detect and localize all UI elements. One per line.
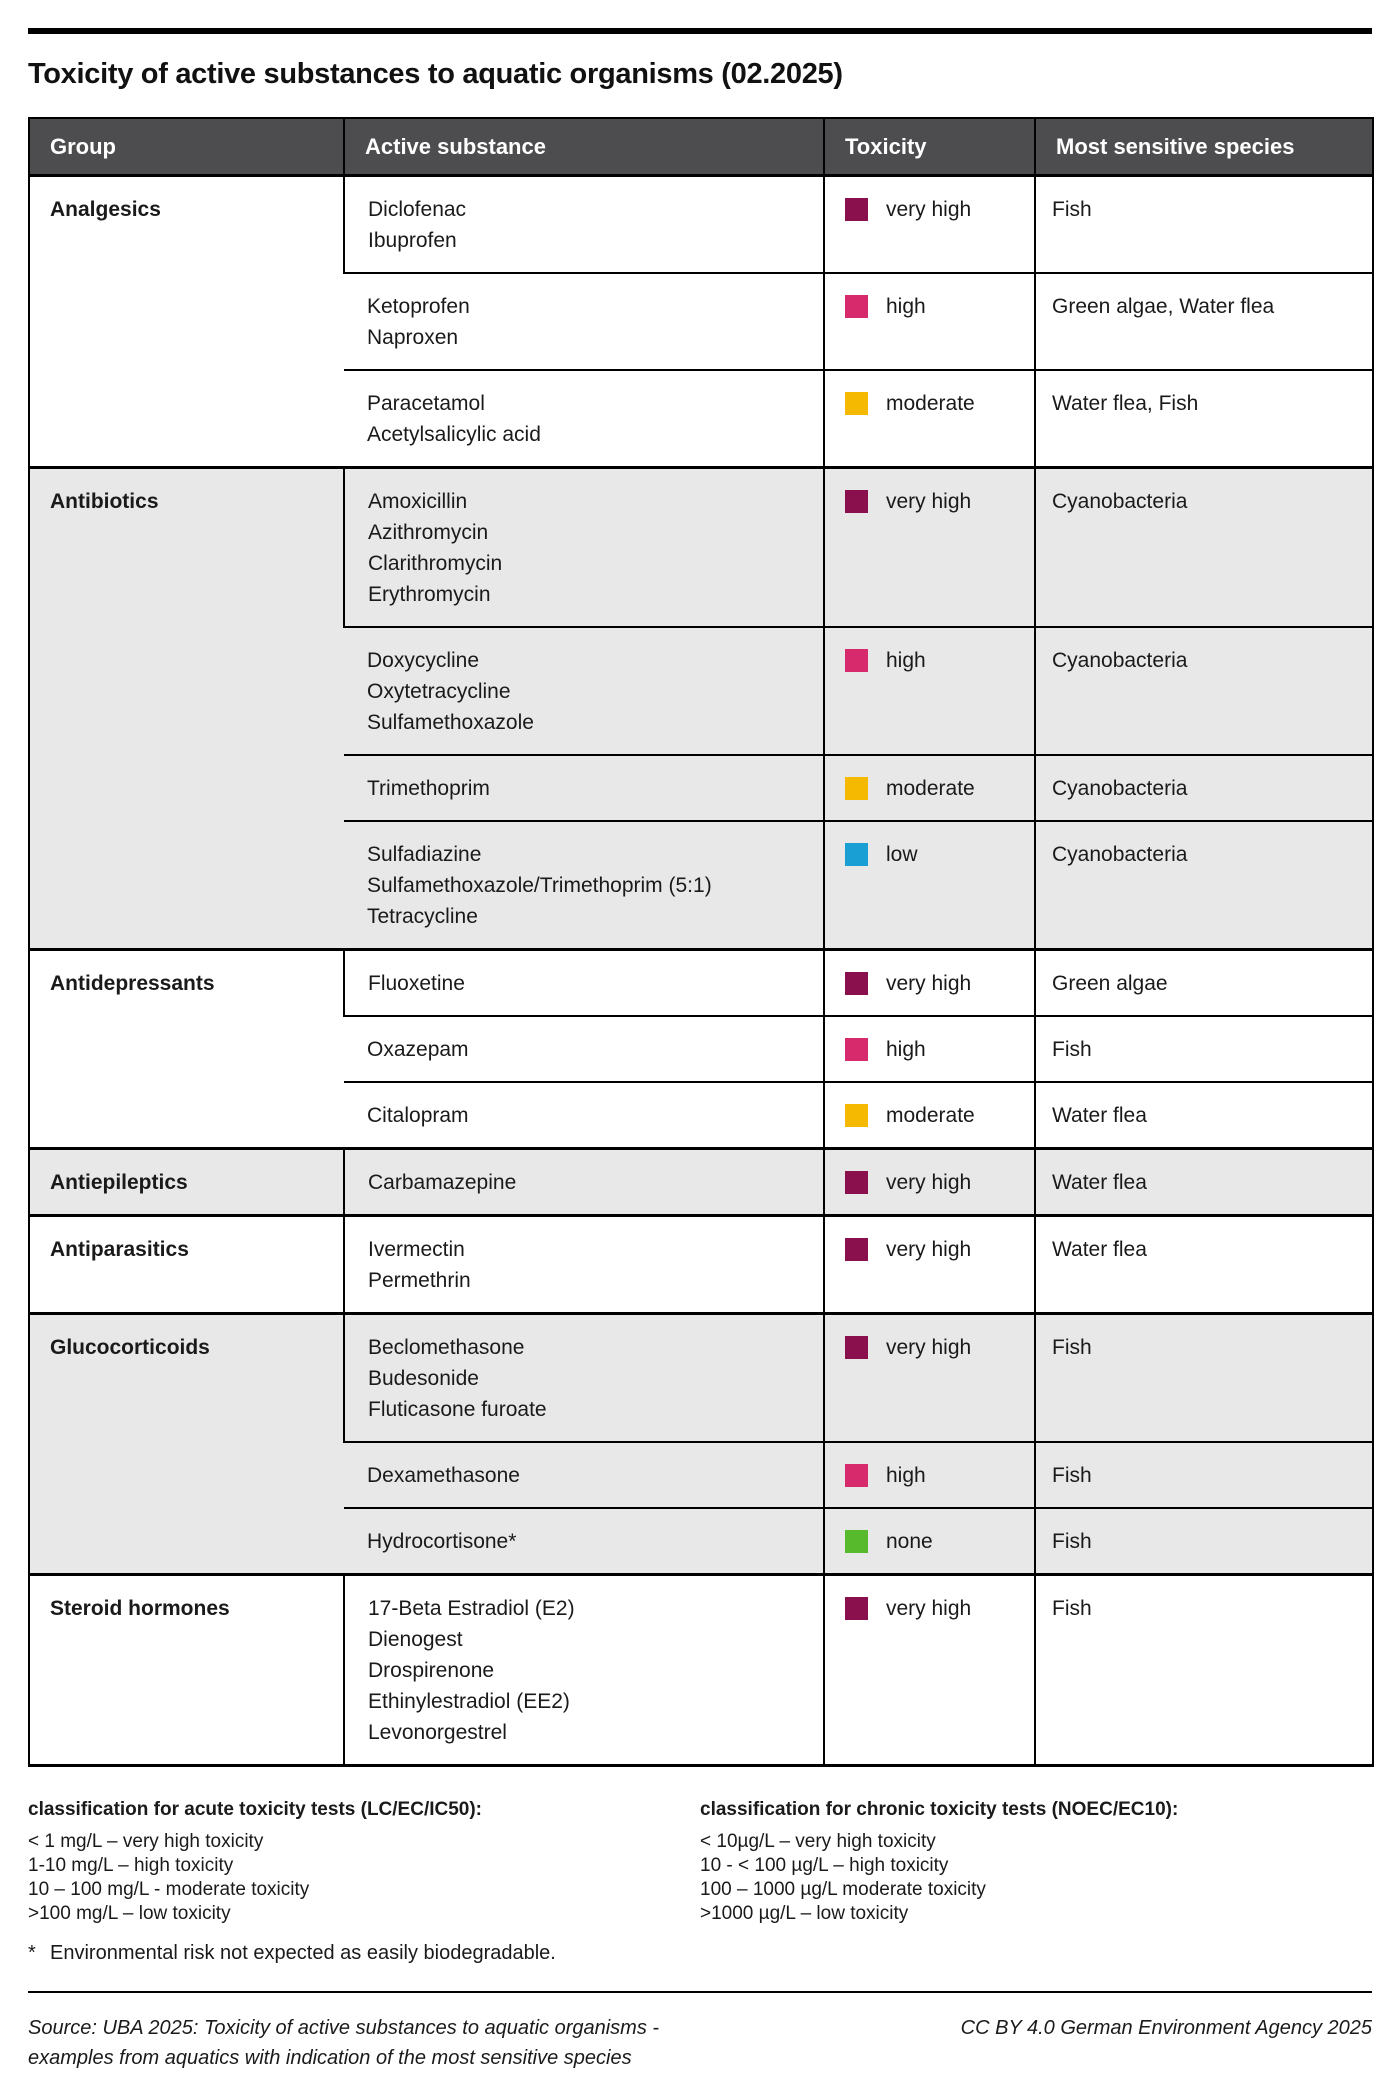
species-cell: Water flea xyxy=(1035,1149,1373,1216)
group-section xyxy=(29,1149,1373,1216)
substance-name: Diclofenac xyxy=(368,198,467,221)
toxicity-indicator xyxy=(845,1167,1024,1198)
group-section xyxy=(29,176,1373,468)
toxicity-cell xyxy=(824,273,1035,370)
toxicity-label: very high xyxy=(886,1171,972,1194)
substance-name: Oxytetracycline xyxy=(367,680,511,703)
table-row xyxy=(29,950,1373,1017)
species-cell: Fish xyxy=(1035,1575,1373,1766)
substance-name: Azithromycin xyxy=(368,521,489,544)
toxicity-cell xyxy=(824,950,1035,1017)
chronic-classification-line: < 10µg/L – very high toxicity xyxy=(700,1831,936,1852)
footer-rule xyxy=(28,1991,1372,1993)
toxicity-label: none xyxy=(886,1530,933,1553)
substance-name: Acetylsalicylic acid xyxy=(367,423,541,446)
toxicity-indicator xyxy=(845,1460,1024,1491)
source-line: examples from aquatics with indication of the most sensitive species xyxy=(28,2047,632,2069)
substance-name: Dienogest xyxy=(368,1628,463,1651)
toxicity-chip-very-high xyxy=(845,1336,868,1359)
toxicity-table xyxy=(28,117,1374,1767)
column-header-group: Group xyxy=(29,118,344,176)
toxicity-indicator xyxy=(845,1332,1024,1363)
species-cell: Green algae xyxy=(1035,950,1373,1017)
chronic-classification-line: 100 – 1000 µg/L moderate toxicity xyxy=(700,1879,986,1900)
toxicity-label: moderate xyxy=(886,392,975,415)
chronic-classification xyxy=(700,1799,1372,1926)
toxicity-chip-none xyxy=(845,1530,868,1553)
substance-name: Sulfadiazine xyxy=(367,843,482,866)
footer xyxy=(28,2013,1372,2073)
toxicity-label: very high xyxy=(886,1597,972,1620)
toxicity-cell xyxy=(824,1149,1035,1216)
toxicity-indicator xyxy=(845,839,1024,870)
toxicity-indicator xyxy=(845,645,1024,676)
chronic-classification-line: 10 - < 100 µg/L – high toxicity xyxy=(700,1855,949,1876)
group-label: Antiparasitics xyxy=(50,1238,189,1261)
species-cell: Cyanobacteria xyxy=(1035,627,1373,755)
column-header-most-sensitive-species: Most sensitive species xyxy=(1035,118,1373,176)
chronic-classification-heading: classification for chronic toxicity tests (NOEC/EC10): xyxy=(700,1799,1179,1820)
footnote-text: Environmental risk not expected as easily biodegradable. xyxy=(50,1942,556,1964)
substance-cell xyxy=(344,627,824,755)
substance-name: Sulfamethoxazole xyxy=(367,711,534,734)
substance-name: Beclomethasone xyxy=(368,1336,525,1359)
toxicity-chip-very-high xyxy=(845,1597,868,1620)
acute-classification-line: 10 – 100 mg/L - moderate toxicity xyxy=(28,1879,310,1900)
toxicity-indicator xyxy=(845,1593,1024,1624)
toxicity-cell xyxy=(824,176,1035,274)
toxicity-chip-moderate xyxy=(845,777,868,800)
toxicity-indicator xyxy=(845,1234,1024,1265)
toxicity-chip-very-high xyxy=(845,1238,868,1261)
species-cell: Green algae, Water flea xyxy=(1035,273,1373,370)
column-header-active-substance: Active substance xyxy=(344,118,824,176)
substance-cell xyxy=(344,273,824,370)
table-row xyxy=(29,1575,1373,1766)
toxicity-label: high xyxy=(886,649,926,672)
toxicity-cell xyxy=(824,627,1035,755)
toxicity-chip-very-high xyxy=(845,198,868,221)
toxicity-chip-high xyxy=(845,1038,868,1061)
page-title: Toxicity of active substances to aquatic organisms (02.2025) xyxy=(28,58,843,90)
toxicity-indicator xyxy=(845,486,1024,517)
source-attribution xyxy=(28,2013,659,2073)
toxicity-indicator xyxy=(845,1034,1024,1065)
substance-name: Carbamazepine xyxy=(368,1171,517,1194)
toxicity-label: very high xyxy=(886,198,972,221)
table-row xyxy=(29,176,1373,274)
toxicity-label: high xyxy=(886,1038,926,1061)
species-cell: Fish xyxy=(1035,1314,1373,1443)
group-label: Antiepileptics xyxy=(29,1149,344,1216)
toxicity-chip-high xyxy=(845,649,868,672)
table-row xyxy=(29,1216,1373,1314)
substance-cell xyxy=(344,1216,824,1314)
substance-cell xyxy=(344,176,824,274)
toxicity-indicator xyxy=(845,291,1024,322)
species-cell: Fish xyxy=(1035,1508,1373,1575)
acute-classification-line: 1-10 mg/L – high toxicity xyxy=(28,1855,234,1876)
toxicity-cell xyxy=(824,821,1035,950)
toxicity-cell xyxy=(824,1216,1035,1314)
substance-cell xyxy=(344,370,824,468)
toxicity-chip-moderate xyxy=(845,392,868,415)
table-row xyxy=(29,1314,1373,1443)
group-label: Antibiotics xyxy=(29,468,344,950)
toxicity-cell xyxy=(824,1314,1035,1443)
group-label: Analgesics xyxy=(50,198,161,221)
group-section xyxy=(29,1575,1373,1766)
substance-name: Tetracycline xyxy=(367,905,478,928)
toxicity-indicator xyxy=(845,388,1024,419)
toxicity-chip-moderate xyxy=(845,1104,868,1127)
substance-name: Erythromycin xyxy=(368,583,491,606)
substance-name: Amoxicillin xyxy=(368,490,468,513)
substance-name: Trimethoprim xyxy=(367,777,490,800)
substance-name: Paracetamol xyxy=(367,392,485,415)
toxicity-cell xyxy=(824,755,1035,821)
group-section xyxy=(29,950,1373,1149)
substance-name: Oxazepam xyxy=(367,1038,469,1061)
substance-cell xyxy=(344,1149,824,1216)
toxicity-chip-very-high xyxy=(845,1171,868,1194)
substance-name: Sulfamethoxazole/Trimethoprim (5:1) xyxy=(367,874,712,897)
toxicity-indicator xyxy=(845,968,1024,999)
substance-name: Clarithromycin xyxy=(368,552,503,575)
substance-name: Dexamethasone xyxy=(367,1464,520,1487)
toxicity-label: very high xyxy=(886,490,972,513)
substance-cell xyxy=(344,755,824,821)
group-section xyxy=(29,468,1373,950)
species-cell: Fish xyxy=(1035,1016,1373,1082)
toxicity-cell xyxy=(824,1575,1035,1766)
substance-name: 17-Beta Estradiol (E2) xyxy=(368,1597,575,1620)
substance-cell xyxy=(344,468,824,628)
substance-cell xyxy=(344,1442,824,1508)
substance-cell xyxy=(344,950,824,1017)
toxicity-label: high xyxy=(886,1464,926,1487)
substance-cell xyxy=(344,1508,824,1575)
biodegradable-footnote xyxy=(28,1942,1372,1965)
toxicity-cell xyxy=(824,370,1035,468)
toxicity-label: moderate xyxy=(886,1104,975,1127)
toxicity-chip-high xyxy=(845,295,868,318)
toxicity-label: very high xyxy=(886,1336,972,1359)
group-label: Antidepressants xyxy=(50,972,215,995)
substance-name: Budesonide xyxy=(368,1367,479,1390)
substance-name: Citalopram xyxy=(367,1104,469,1127)
toxicity-label: very high xyxy=(886,1238,972,1261)
toxicity-chip-low xyxy=(845,843,868,866)
substance-name: Permethrin xyxy=(368,1269,471,1292)
table-row xyxy=(29,1149,1373,1216)
toxicity-cell xyxy=(824,1508,1035,1575)
footnote-asterisk: * xyxy=(28,1942,36,1964)
group-section xyxy=(29,1314,1373,1575)
source-line: Source: UBA 2025: Toxicity of active substances to aquatic organisms - xyxy=(28,2017,660,2039)
chronic-classification-line: >1000 µg/L – low toxicity xyxy=(700,1903,909,1924)
species-cell: Fish xyxy=(1035,1442,1373,1508)
table-header-row xyxy=(29,118,1373,176)
species-cell: Fish xyxy=(1035,176,1373,274)
substance-name: Fluticasone furoate xyxy=(368,1398,547,1421)
group-section xyxy=(29,1216,1373,1314)
toxicity-indicator xyxy=(845,194,1024,225)
toxicity-chip-very-high xyxy=(845,490,868,513)
classification-legend xyxy=(28,1799,1372,1926)
top-rule xyxy=(28,28,1372,34)
substance-name: Naproxen xyxy=(367,326,459,349)
acute-classification-line: >100 mg/L – low toxicity xyxy=(28,1903,231,1924)
substance-cell xyxy=(344,1575,824,1766)
toxicity-cell xyxy=(824,1016,1035,1082)
substance-name: Ketoprofen xyxy=(367,295,470,318)
substance-name: Levonorgestrel xyxy=(368,1721,507,1744)
toxicity-label: very high xyxy=(886,972,972,995)
table-row xyxy=(29,468,1373,628)
toxicity-indicator xyxy=(845,1100,1024,1131)
page xyxy=(28,28,1372,2073)
substance-cell xyxy=(344,1082,824,1149)
species-cell: Water flea xyxy=(1035,1082,1373,1149)
toxicity-label: low xyxy=(886,843,918,866)
species-cell: Cyanobacteria xyxy=(1035,755,1373,821)
license-text: CC BY 4.0 German Environment Agency 2025 xyxy=(960,2017,1372,2039)
substance-name: Drospirenone xyxy=(368,1659,495,1682)
toxicity-indicator xyxy=(845,773,1024,804)
substance-name: Ivermectin xyxy=(368,1238,465,1261)
column-header-toxicity: Toxicity xyxy=(824,118,1035,176)
toxicity-indicator xyxy=(845,1526,1024,1557)
acute-classification-heading: classification for acute toxicity tests (LC/EC/IC50): xyxy=(28,1799,483,1820)
group-label: Glucocorticoids xyxy=(29,1314,344,1575)
toxicity-label: moderate xyxy=(886,777,975,800)
substance-cell xyxy=(344,821,824,950)
acute-classification-line: < 1 mg/L – very high toxicity xyxy=(28,1831,264,1852)
toxicity-label: high xyxy=(886,295,926,318)
toxicity-chip-high xyxy=(845,1464,868,1487)
species-cell: Cyanobacteria xyxy=(1035,468,1373,628)
toxicity-cell xyxy=(824,1442,1035,1508)
substance-cell xyxy=(344,1314,824,1443)
species-cell: Water flea, Fish xyxy=(1035,370,1373,468)
toxicity-cell xyxy=(824,468,1035,628)
substance-name: Fluoxetine xyxy=(368,972,465,995)
substance-name: Hydrocortisone* xyxy=(367,1530,517,1553)
substance-name: Ibuprofen xyxy=(368,229,457,252)
acute-classification xyxy=(28,1799,700,1926)
substance-cell xyxy=(344,1016,824,1082)
toxicity-cell xyxy=(824,1082,1035,1149)
toxicity-chip-very-high xyxy=(845,972,868,995)
species-cell: Water flea xyxy=(1035,1216,1373,1314)
species-cell: Cyanobacteria xyxy=(1035,821,1373,950)
group-label: Steroid hormones xyxy=(50,1597,230,1620)
substance-name: Ethinylestradiol (EE2) xyxy=(368,1690,570,1713)
substance-name: Doxycycline xyxy=(367,649,480,672)
